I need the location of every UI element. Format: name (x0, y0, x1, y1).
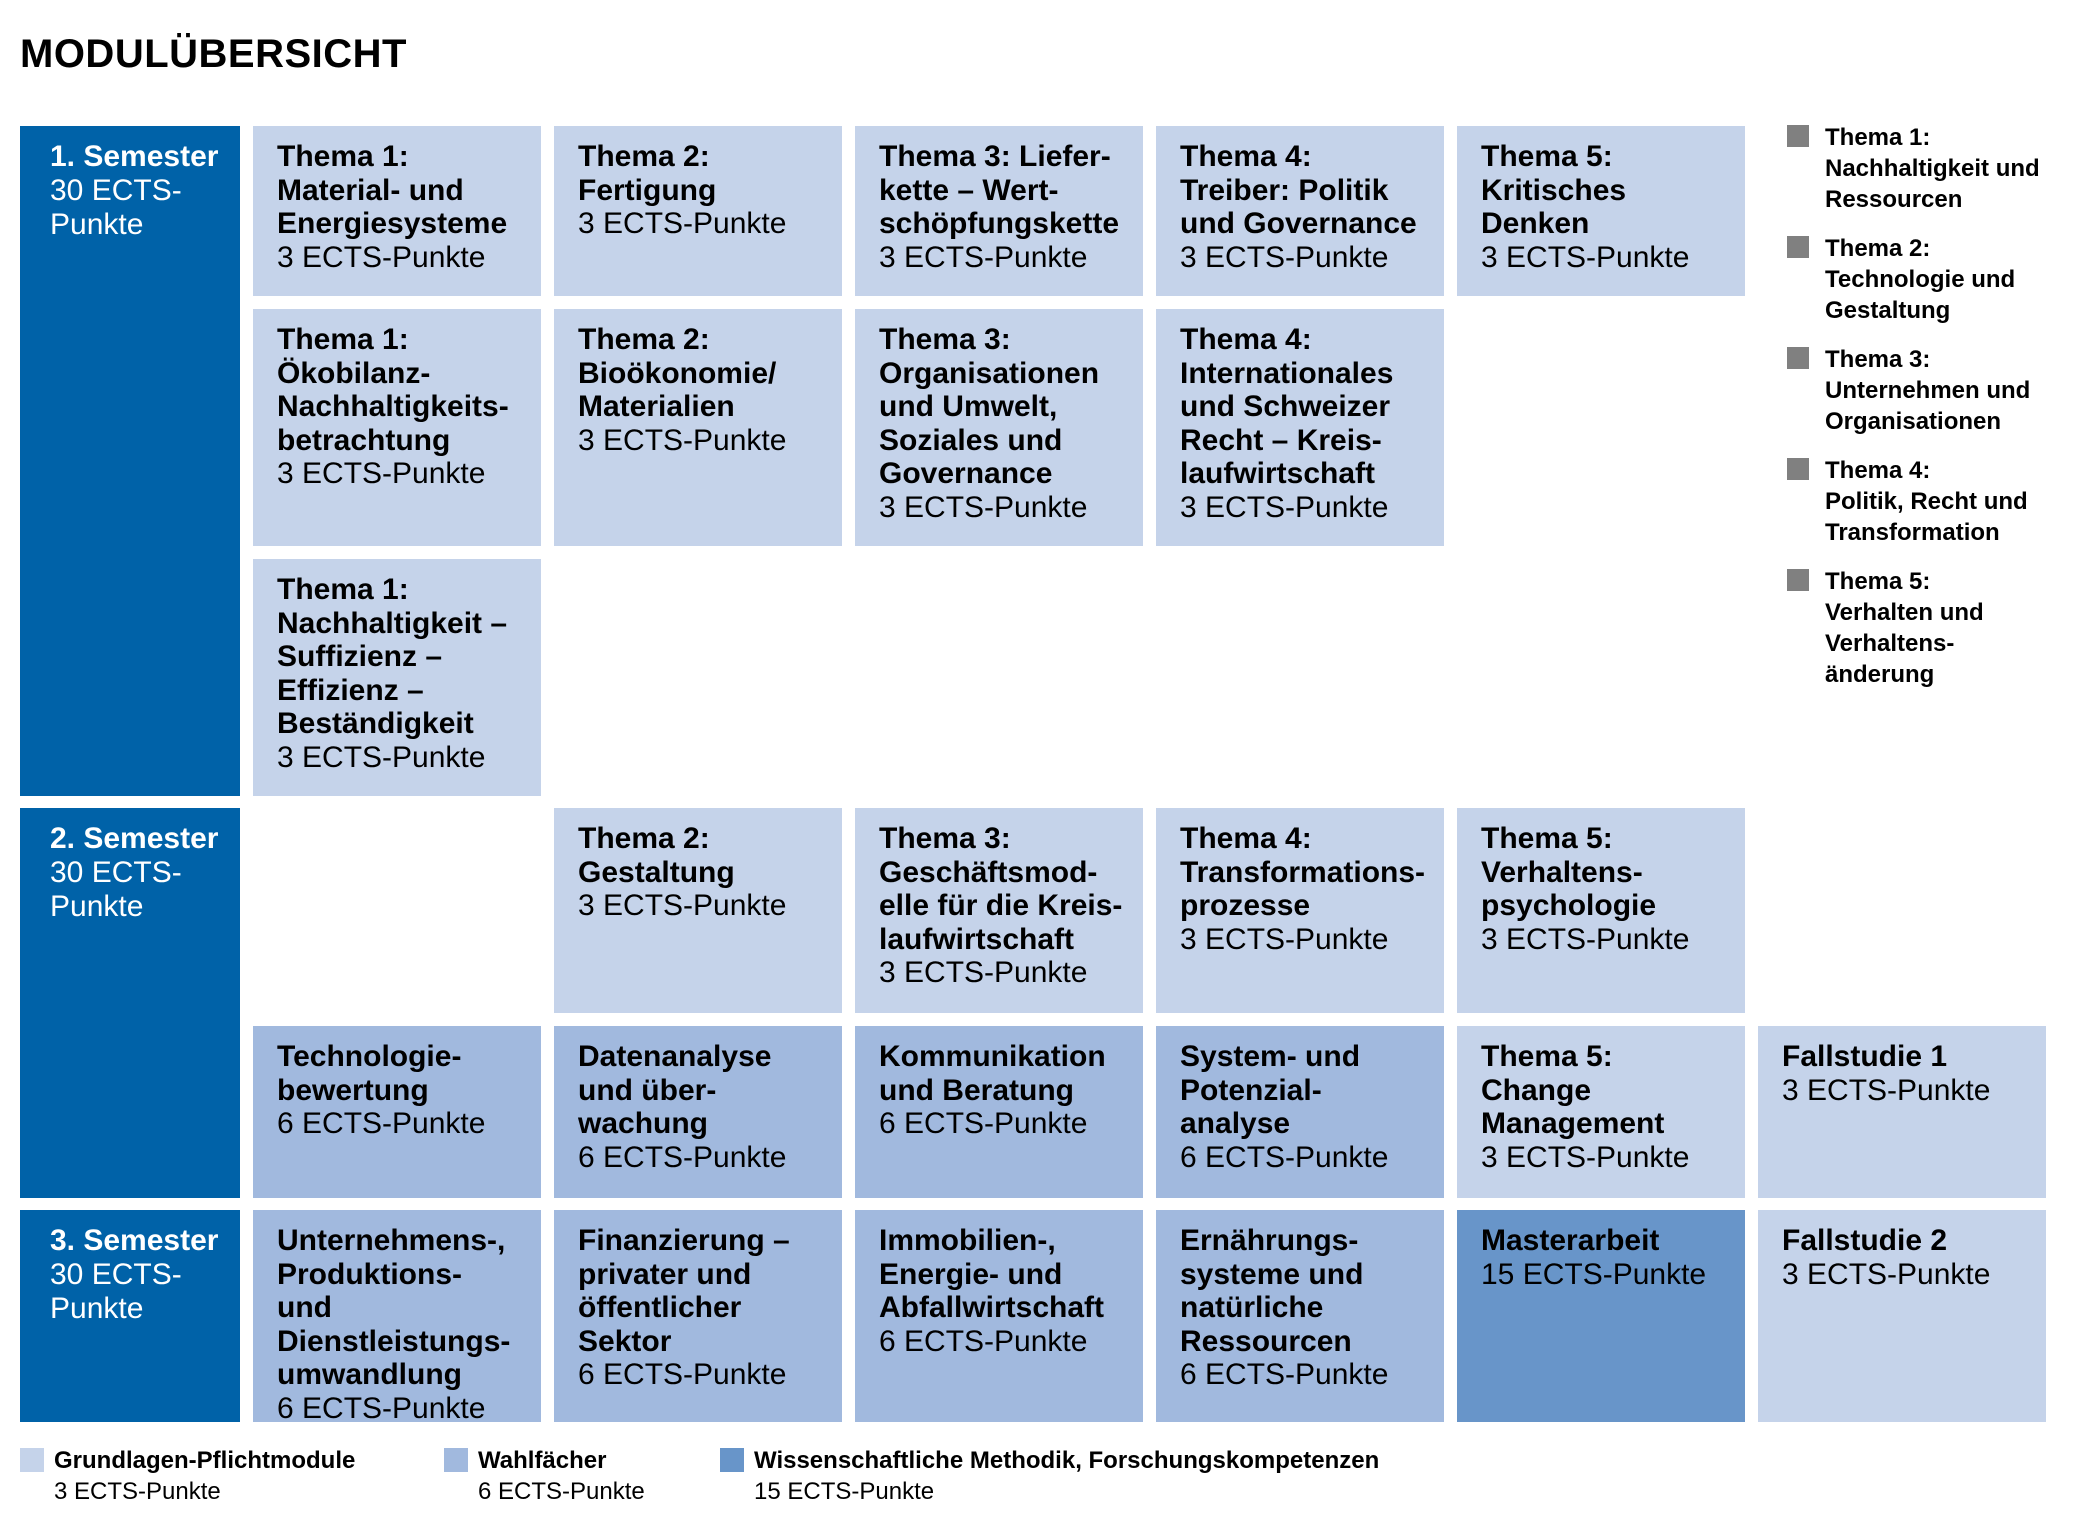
color-key-label: Wahlfächer (478, 1447, 607, 1474)
module-card (554, 126, 842, 296)
module-title: Fallstudie 2 (1782, 1224, 1948, 1257)
module-title: Fallstudie 1 (1782, 1040, 1948, 1073)
module-title: Immobilien-, Energie- und Abfallwirtschaft (879, 1224, 1105, 1325)
color-key-item (444, 1446, 645, 1507)
module-points: 3 ECTS-Punkte (1180, 240, 1389, 274)
module-points: 3 ECTS-Punkte (1180, 490, 1389, 524)
theme-legend-label: Thema 4: Politik, Recht und Transformation (1825, 457, 2028, 546)
module-points: 3 ECTS-Punkte (879, 240, 1088, 274)
module-points: 6 ECTS-Punkte (277, 1391, 486, 1425)
module-card (1156, 808, 1444, 1013)
color-key-item (720, 1446, 1379, 1507)
theme-legend-item (1787, 566, 1984, 690)
module-card (253, 309, 541, 546)
module-title: Kommunikation und Beratung (879, 1040, 1106, 1107)
module-card (1457, 126, 1745, 296)
module-title: Thema 2: Gestaltung (578, 822, 735, 889)
theme-legend-label: Thema 1: Nachhaltigkeit und Ressourcen (1825, 124, 2040, 213)
module-title: Ernährungs- systeme und natürliche Ressourcen (1180, 1224, 1364, 1358)
theme-marker-icon (1787, 236, 1809, 258)
color-key-label: Grundlagen-Pflichtmodule (54, 1447, 356, 1474)
module-card (1758, 1026, 2046, 1198)
semester-points: 30 ECTS-Punkte (50, 1258, 182, 1325)
semester-title: 3. Semester (50, 1224, 219, 1257)
module-title: Datenanalyse und über- wachung (578, 1040, 772, 1141)
module-card (554, 1026, 842, 1198)
module-points: 3 ECTS-Punkte (1782, 1257, 1991, 1291)
color-key-points: 15 ECTS-Punkte (754, 1478, 935, 1505)
module-card (1758, 1210, 2046, 1422)
module-card (1156, 126, 1444, 296)
module-card (855, 1026, 1143, 1198)
module-card (1457, 1026, 1745, 1198)
module-title: Masterarbeit (1481, 1224, 1660, 1257)
module-title: Thema 1: Material- und Energiesysteme (277, 140, 508, 241)
semester-points: 30 ECTS-Punkte (50, 856, 182, 923)
semester-1-header (20, 126, 240, 796)
module-points: 3 ECTS-Punkte (277, 457, 486, 491)
module-card (1457, 808, 1745, 1013)
module-title: Thema 3: Geschäftsmod- elle für die Kreis- laufwirtschaft (879, 822, 1123, 956)
color-key-points: 6 ECTS-Punkte (478, 1478, 645, 1505)
theme-legend-item (1787, 344, 2030, 437)
module-card (554, 808, 842, 1013)
module-card (253, 1210, 541, 1425)
module-points: 3 ECTS-Punkte (1481, 1140, 1690, 1174)
module-points: 3 ECTS-Punkte (1180, 922, 1389, 956)
module-points: 3 ECTS-Punkte (277, 240, 486, 274)
module-title: Unternehmens-, Produktions- und Dienstleistungs- umwandlung (277, 1224, 511, 1392)
module-title: Thema 3: Organisationen und Umwelt, Soziales und Governance (879, 323, 1100, 491)
module-title: Finanzierung – privater und öffentlicher Sektor (578, 1224, 790, 1358)
color-swatch (444, 1448, 468, 1472)
theme-marker-icon (1787, 569, 1809, 591)
color-swatch (20, 1448, 44, 1472)
module-card (1457, 1210, 1745, 1422)
semester-points: 30 ECTS-Punkte (50, 174, 182, 241)
module-points: 6 ECTS-Punkte (578, 1140, 787, 1174)
module-title: Thema 5: Verhaltens- psychologie (1481, 822, 1657, 923)
color-swatch (720, 1448, 744, 1472)
module-card (253, 559, 541, 796)
module-points: 3 ECTS-Punkte (879, 956, 1088, 990)
module-points: 3 ECTS-Punkte (879, 490, 1088, 524)
module-points: 6 ECTS-Punkte (277, 1107, 486, 1141)
module-title: Thema 2: Fertigung (578, 140, 717, 207)
module-title: Thema 1: Nachhaltigkeit – Suffizienz – Effizienz – Beständigkeit (277, 573, 508, 741)
semester-3-header (20, 1210, 240, 1422)
theme-legend-label: Thema 3: Unternehmen und Organisationen (1825, 346, 2031, 435)
module-title: Thema 3: Liefer- kette – Wert- schöpfungskette (879, 140, 1120, 241)
theme-legend-item (1787, 233, 2015, 326)
theme-marker-icon (1787, 125, 1809, 147)
module-points: 6 ECTS-Punkte (1180, 1140, 1389, 1174)
module-title: System- und Potenzial- analyse (1180, 1040, 1361, 1141)
module-points: 3 ECTS-Punkte (578, 423, 787, 457)
color-key-points: 3 ECTS-Punkte (54, 1478, 221, 1505)
module-card (554, 309, 842, 546)
theme-legend-label: Thema 2: Technologie und Gestaltung (1825, 235, 2016, 324)
module-card (855, 126, 1143, 296)
module-points: 3 ECTS-Punkte (578, 889, 787, 923)
module-card (1156, 309, 1444, 546)
module-points: 3 ECTS-Punkte (1481, 922, 1690, 956)
module-title: Thema 5: Change Management (1481, 1040, 1665, 1141)
theme-legend-item (1787, 122, 2040, 215)
module-card (855, 808, 1143, 1013)
semester-title: 1. Semester (50, 140, 219, 173)
color-key-item (20, 1446, 355, 1507)
module-title: Technologie- bewertung (277, 1040, 462, 1107)
module-points: 3 ECTS-Punkte (1782, 1073, 1991, 1107)
module-points: 6 ECTS-Punkte (879, 1107, 1088, 1141)
module-points: 6 ECTS-Punkte (578, 1358, 787, 1392)
color-key-label: Wissenschaftliche Methodik, Forschungskompetenzen (754, 1447, 1380, 1474)
module-points: 6 ECTS-Punkte (879, 1324, 1088, 1358)
theme-marker-icon (1787, 347, 1809, 369)
module-card (855, 1210, 1143, 1422)
module-card (1156, 1026, 1444, 1198)
theme-legend-label: Thema 5: Verhalten und Verhaltens- änderung (1825, 568, 1984, 688)
module-title: Thema 4: Treiber: Politik und Governance (1180, 140, 1417, 241)
module-points: 3 ECTS-Punkte (1481, 240, 1690, 274)
module-title: Thema 1: Ökobilanz- Nachhaltigkeits- betrachtung (277, 323, 509, 457)
semester-2-header (20, 808, 240, 1198)
module-title: Thema 4: Internationales und Schweizer Recht – Kreis- laufwirtschaft (1180, 323, 1394, 491)
module-card (1156, 1210, 1444, 1422)
module-card (554, 1210, 842, 1422)
semester-title: 2. Semester (50, 822, 219, 855)
module-card (253, 1026, 541, 1198)
module-title: Thema 2: Bioökonomie/ Materialien (578, 323, 777, 424)
module-card (855, 309, 1143, 546)
theme-marker-icon (1787, 458, 1809, 480)
module-points: 3 ECTS-Punkte (578, 207, 787, 241)
module-title: Thema 5: Kritisches Denken (1481, 140, 1627, 241)
theme-legend-item (1787, 455, 2028, 548)
module-points: 15 ECTS-Punkte (1481, 1257, 1707, 1291)
page-title: MODULÜBERSICHT (20, 32, 407, 76)
module-title: Thema 4: Transformations- prozesse (1180, 822, 1426, 923)
module-card (253, 126, 541, 296)
module-points: 3 ECTS-Punkte (277, 740, 486, 774)
module-points: 6 ECTS-Punkte (1180, 1358, 1389, 1392)
